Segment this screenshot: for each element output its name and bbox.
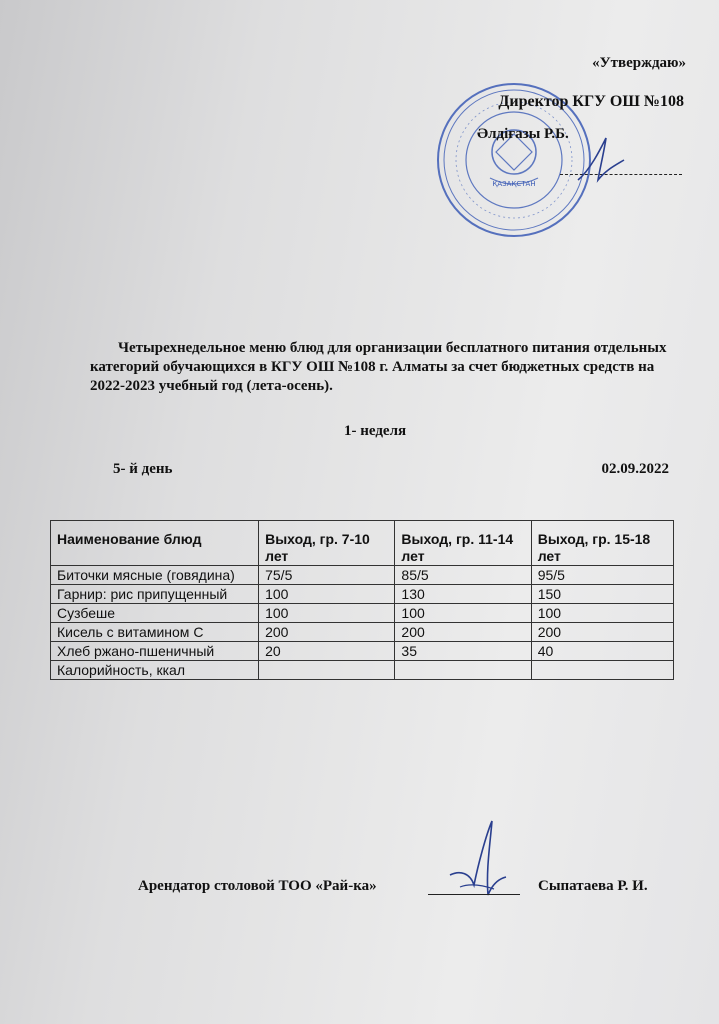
portion-15-18 [531,661,673,680]
tenant-label: Арендатор столовой ТОО «Рай-ка» [138,878,377,894]
dish-name: Калорийность, ккал [51,661,259,680]
header-age-7-10: Выход, гр. 7-10 лет [259,521,395,566]
portion-15-18: 200 [531,623,673,642]
week-label: 1- неделя [344,423,407,439]
table-row [51,642,674,661]
table-row [51,585,674,604]
portion-11-14 [395,661,531,680]
portion-11-14: 200 [395,623,531,642]
tenant-signature-line [428,894,520,895]
director-title: Директор КГУ ОШ №108 [498,93,684,110]
portion-7-10: 100 [259,604,395,623]
dish-name: Кисель с витамином С [51,623,259,642]
table-row [51,566,674,585]
menu-title: Четырехнедельное меню блюд для организации бесплатного питания отдельных категорий обучающихся в КГУ ОШ №108 г. Алматы за счет бюджетных средств на 2022-2023 учебный год (лета-осень). [90,340,667,394]
header-dish: Наименование блюд [51,521,259,566]
date-label: 02.09.2022 [601,461,669,477]
portion-7-10: 100 [259,585,395,604]
menu-table [50,520,674,680]
tenant-signature-icon [440,815,510,905]
dish-name: Хлеб ржано-пшеничный [51,642,259,661]
table-header-row [51,521,674,566]
director-name: Әлдіғазы Р.Б. [477,126,569,142]
table-row [51,623,674,642]
dish-name: Биточки мясные (говядина) [51,566,259,585]
header-age-15-18: Выход, гр. 15-18 лет [531,521,673,566]
portion-11-14: 100 [395,604,531,623]
portion-7-10: 75/5 [259,566,395,585]
portion-7-10: 200 [259,623,395,642]
portion-11-14: 130 [395,585,531,604]
portion-11-14: 85/5 [395,566,531,585]
day-label: 5- й день [113,461,173,477]
portion-11-14: 35 [395,642,531,661]
table-row [51,604,674,623]
portion-7-10: 20 [259,642,395,661]
dish-name: Гарнир: рис припущенный [51,585,259,604]
approve-label: «Утверждаю» [592,55,686,71]
tenant-name: Сыпатаева Р. И. [538,878,648,894]
portion-15-18: 40 [531,642,673,661]
table-row [51,661,674,680]
dish-name: Сузбеше [51,604,259,623]
portion-15-18: 95/5 [531,566,673,585]
portion-15-18: 100 [531,604,673,623]
portion-7-10 [259,661,395,680]
header-age-11-14: Выход, гр. 11-14 лет [395,521,531,566]
stamp-country-text: ҚАЗАҚСТАН [492,180,536,188]
portion-15-18: 150 [531,585,673,604]
director-signature-icon [570,130,630,190]
